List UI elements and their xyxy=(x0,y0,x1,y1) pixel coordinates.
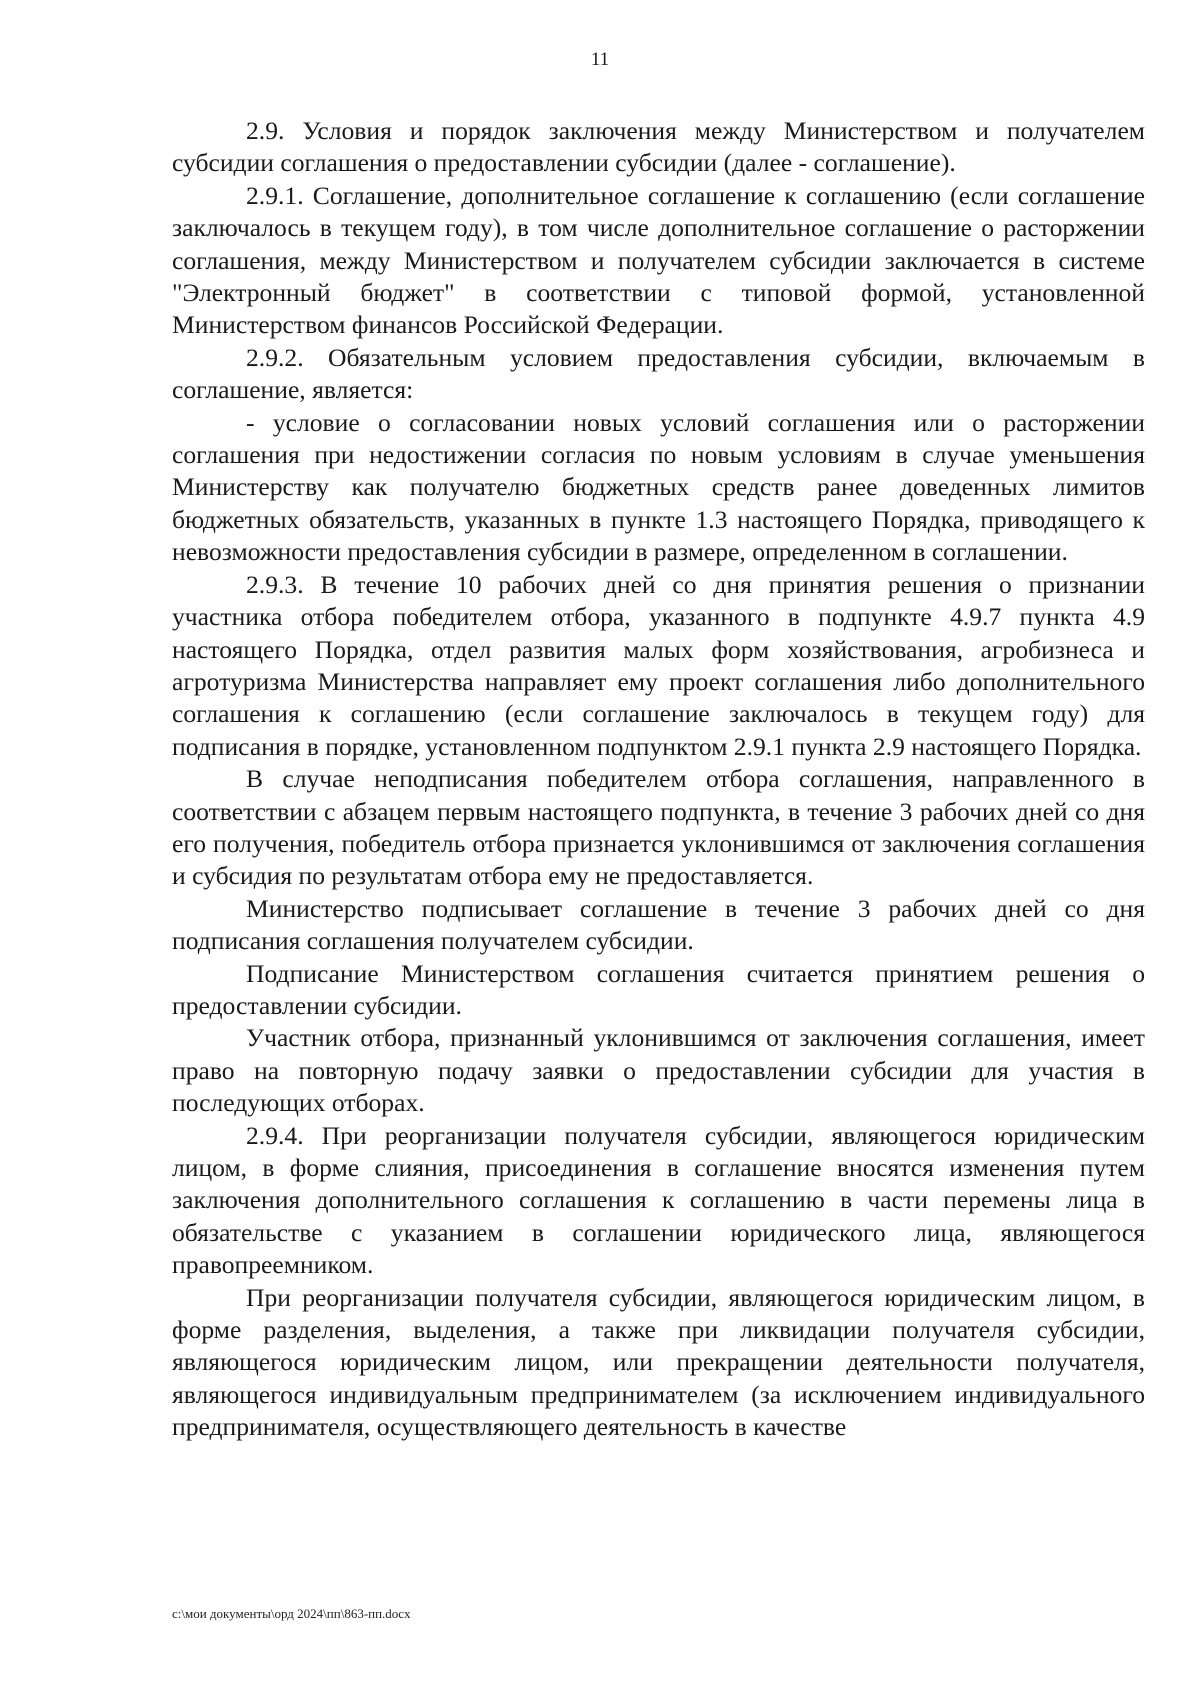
paragraph-2-9-4: 2.9.4. При реорганизации получателя субсидии, являющегося юридическим лицом, в форме слияния, присоединения в соглашение вносятся изменения путем заключения дополнительного соглашения к соглашению в части перемены лица в обязательстве с указанием в соглашении юридического лица, являющегося правопреемником. xyxy=(172,1120,1145,1280)
paragraph-evading-participant: Участник отбора, признанный уклонившимся от заключения соглашения, имеет право на повторную подачу заявки о предоставлении субсидии для участия в последующих отборах. xyxy=(172,1023,1145,1118)
paragraph-reorganization: При реорганизации получателя субсидии, являющегося юридическим лицом, в форме разделения, выделения, а также при ликвидации получателя субсидии, являющегося юридическим лицом, или прекращении деятельности получателя, являющегося индивидуальным предпринимателем (за исключением индивидуального предпринимателя, осуществляющего деятельность в качестве xyxy=(172,1282,1145,1442)
paragraph-non-signing: В случае неподписания победителем отбора соглашения, направленного в соответствии с абзацем первым настоящего подпункта, в течение 3 рабочих дней со дня его получения, победитель отбора признается уклонившимся от заключения соглашения и субсидия по результатам отбора ему не предоставляется. xyxy=(172,764,1145,891)
footer-file-path: c:\мои документы\орд 2024\пп\863-пп.docx xyxy=(172,1606,411,1621)
paragraph-2-9-1: 2.9.1. Соглашение, дополнительное соглашение к соглашению (если соглашение заключалось в текущем году), в том числе дополнительное соглашение о расторжении соглашения, между Министерством и получателем субсидии заключается в системе "Электронный бюджет" в соответствии с типовой формой, установленной Министерством финансов Российской Федерации. xyxy=(172,180,1145,340)
paragraph-ministry-signs: Министерство подписывает соглашение в течение 3 рабочих дней со дня подписания соглашения получателем субсидии. xyxy=(172,893,1145,956)
document-body xyxy=(172,115,1145,1444)
paragraph-signing-decision: Подписание Министерством соглашения считается принятием решения о предоставлении субсидии. xyxy=(172,958,1145,1020)
page-number: 11 xyxy=(590,49,610,70)
paragraph-2-9-3: 2.9.3. В течение 10 рабочих дней со дня принятия решения о признании участника отбора победителем отбора, указанного в подпункте 4.9.7 пункта 4.9 настоящего Порядка, отдел развития малых форм хозяйствования, агробизнеса и агротуризма Министерства направляет ему проект соглашения либо дополнительного соглашения к соглашению (если соглашение заключалось в текущем году) для подписания в порядке, установленном подпунктом 2.9.1 пункта 2.9 настоящего Порядка. xyxy=(172,569,1145,761)
paragraph-2-9-2: 2.9.2. Обязательным условием предоставления субсидии, включаемым в соглашение, является: xyxy=(172,342,1145,405)
paragraph-condition: - условие о согласовании новых условий соглашения или о расторжении соглашения при недостижении согласия по новым условиям в случае уменьшения Министерству как получателю бюджетных средств ранее доведенных лимитов бюджетных обязательств, указанных в пункте 1.3 настоящего Порядка, приводящего к невозможности предоставления субсидии в размере, определенном в соглашении. xyxy=(172,407,1145,567)
paragraph-2-9: 2.9. Условия и порядок заключения между Министерством и получателем субсидии соглашения о предоставлении субсидии (далее - соглашение). xyxy=(172,116,1145,178)
